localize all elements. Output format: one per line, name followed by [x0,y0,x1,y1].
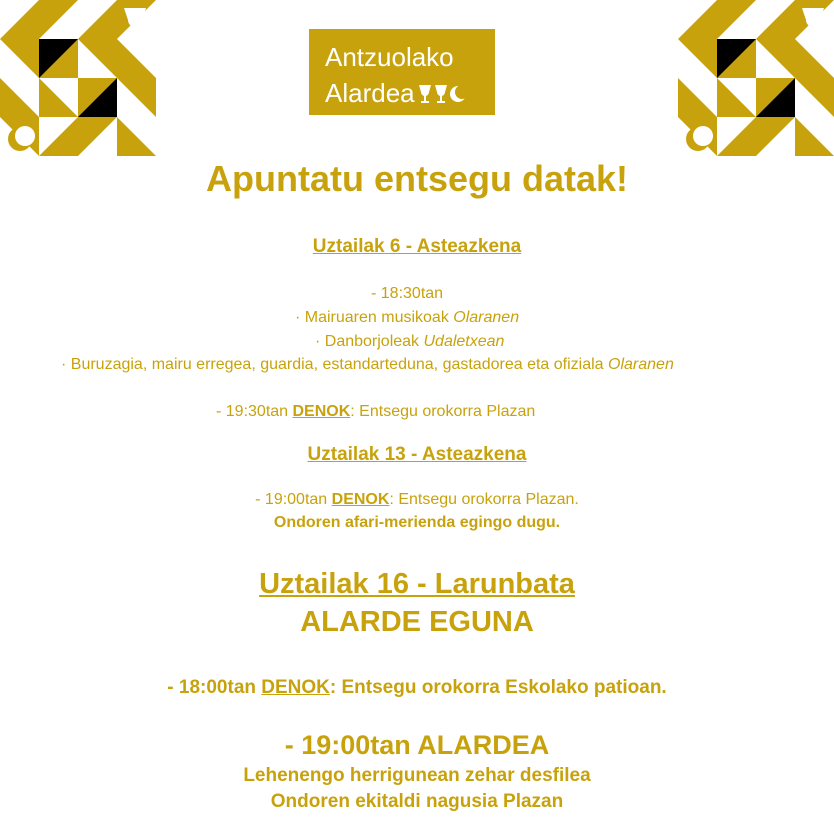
date-day-3: Uztailak 16 - Larunbata [259,568,575,600]
day3-general-rehearsal: - 18:00tan DENOK: Entsegu orokorra Eskolako patioan. [167,677,667,698]
day1-item-1: · Mairuaren musikoak Olaranen [295,309,520,326]
day3-line-1: Lehenengo herrigunean zehar desfilea [243,765,591,786]
headline: Apuntatu entsegu datak! [205,158,628,199]
day3-main-event: - 19:00tan ALARDEA [284,730,550,760]
date-day-1: Uztailak 6 - Asteazkena [312,236,522,257]
day1-item-2: · Danborjoleak Udaletxean [315,333,505,350]
logo-line-2: Alardea [325,75,495,111]
date-day-2: Uztailak 13 - Asteazkena [307,444,527,465]
day1-general-rehearsal: - 19:30tan DENOK: Entsegu orokorra Plazan [216,403,536,420]
day3-title: ALARDE EGUNA [300,606,534,638]
day2-general-rehearsal: - 19:00tan DENOK: Entsegu orokorra Plazan. [255,491,579,508]
corner-pattern-right [678,0,834,156]
logo-emblem-icon [417,83,467,105]
day3-line-2: Ondoren ekitaldi nagusia Plazan [270,791,564,812]
logo [309,29,495,115]
day1-item-3: · Buruzagia, mairu erregea, guardia, estandarteduna, gastadorea eta ofiziala Olaranen [61,356,674,373]
day1-time: - 18:30tan [371,285,444,302]
day2-after: Ondoren afari-merienda egingo dugu. [273,514,561,531]
corner-pattern-left [0,0,156,156]
logo-line-1: Antzuolako [325,42,454,72]
